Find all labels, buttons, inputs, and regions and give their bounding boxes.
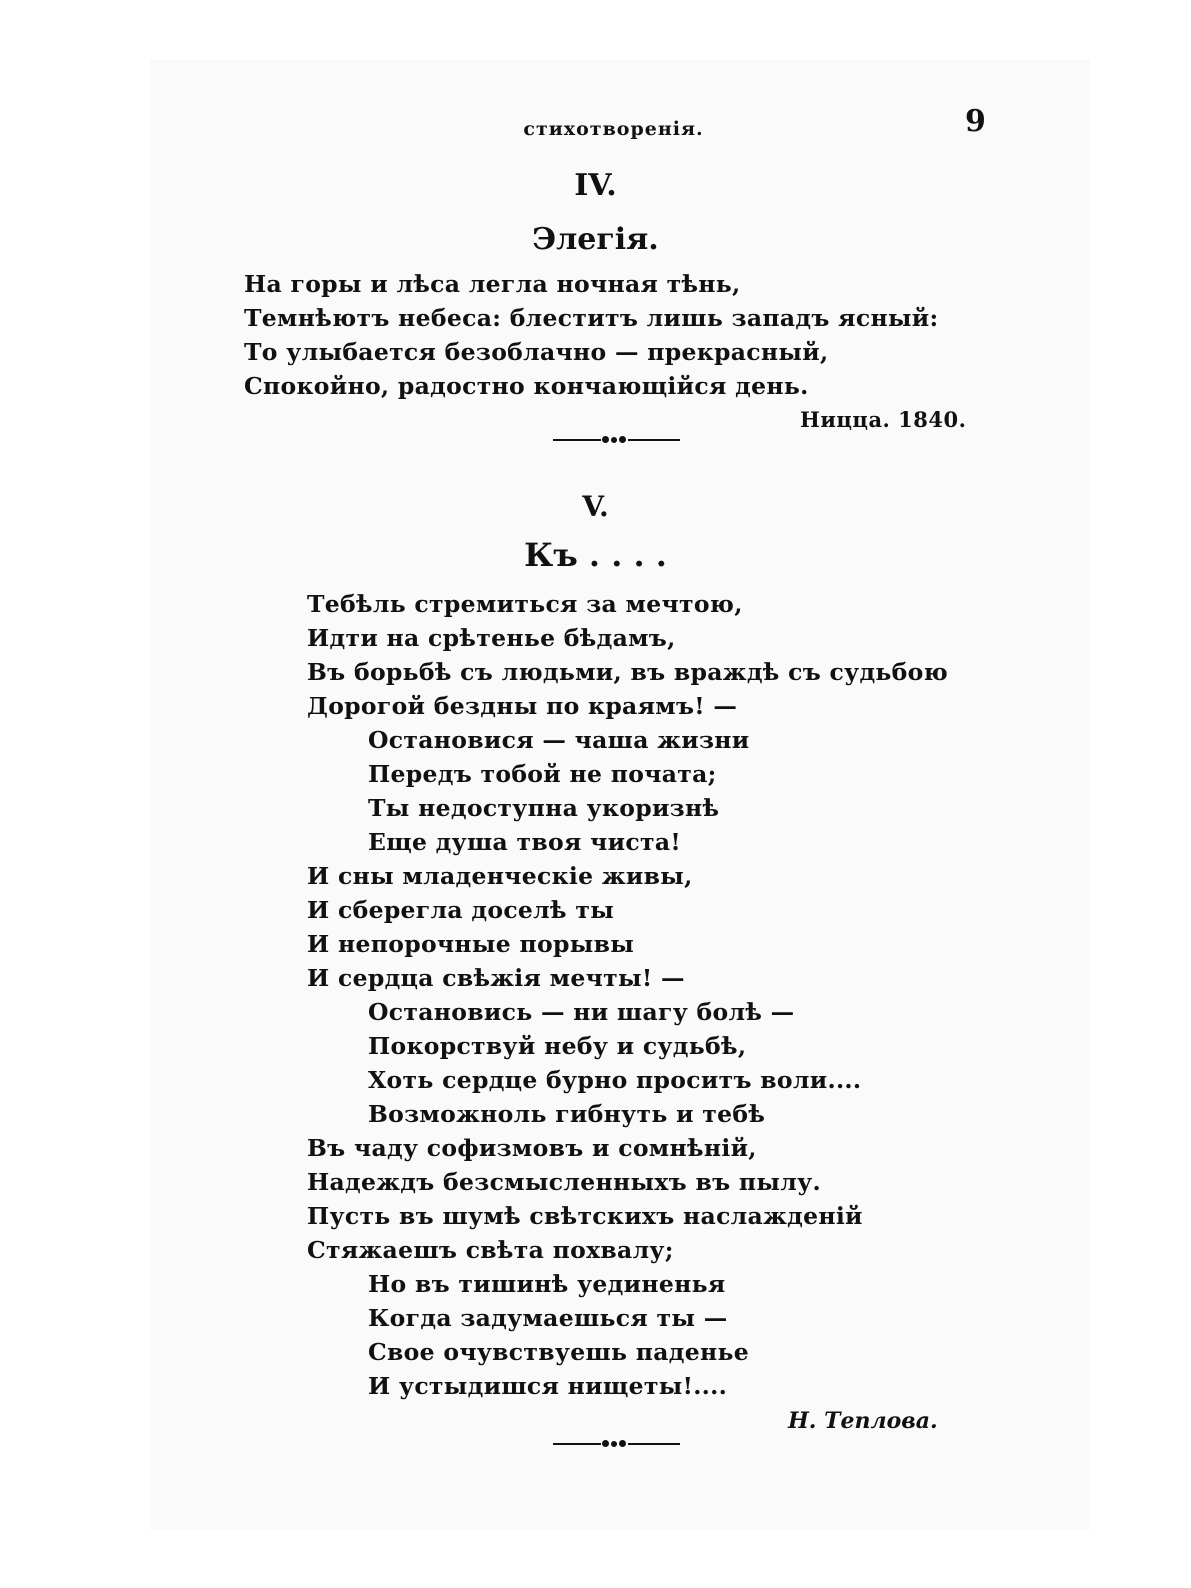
poem5-line: Надеждъ безсмысленныхъ въ пылу. xyxy=(307,1168,821,1196)
poem4-line: Спокойно, радостно кончающійся день. xyxy=(244,372,809,400)
poem5-line: И устыдишся нищеты!.... xyxy=(368,1372,728,1400)
poem5-line: Тебѣль стремиться за мечтою, xyxy=(307,590,743,618)
poem5-line: Когда задумаешься ты — xyxy=(368,1304,728,1332)
poem5-line: Въ борьбѣ съ людьми, въ враждѣ съ судьбою xyxy=(307,658,949,686)
poem5-line: Возможноль гибнуть и тебѣ xyxy=(368,1100,766,1128)
poem5-line: Ты недоступна укоризнѣ xyxy=(368,794,720,822)
poem4-line: На горы и лѣса легла ночная тѣнь, xyxy=(244,270,741,298)
running-head: стихотворенія. xyxy=(523,118,704,140)
poem5-line: И сердца свѣжія мечты! — xyxy=(307,964,685,992)
section-divider xyxy=(553,432,683,448)
poem5-line: Стяжаешъ свѣта похвалу; xyxy=(307,1236,674,1264)
page-number: 9 xyxy=(965,104,986,139)
poem5-line: Но въ тишинѣ уединенья xyxy=(368,1270,726,1298)
poem4-line: То улыбается безоблачно — прекрасный, xyxy=(244,338,829,366)
poem5-line: Пусть въ шумѣ свѣтскихъ наслажденій xyxy=(307,1202,863,1230)
poem5-number: V. xyxy=(582,490,609,523)
poem5-line: Покорствуй небу и судьбѣ, xyxy=(368,1032,747,1060)
poem5-line: И непорочные порывы xyxy=(307,930,635,958)
poem5-line: Еще душа твоя чиста! xyxy=(368,828,681,856)
poem5-line: Свое очувствуешь паденье xyxy=(368,1338,750,1366)
poem5-author: Н. Теплова. xyxy=(788,1408,938,1434)
poem4-number: IV. xyxy=(574,168,617,203)
poem5-line: Дорогой бездны по краямъ! — xyxy=(307,692,738,720)
poem4-line: Темнѣютъ небеса: блеститъ лишь западъ ясный: xyxy=(244,304,939,332)
poem5-line: Хоть сердце бурно проситъ воли.... xyxy=(368,1066,862,1094)
poem4-title: Элегія. xyxy=(532,222,659,257)
poem5-line: Идти на срѣтенье бѣдамъ, xyxy=(307,624,676,652)
poem5-line: Остановися — чаша жизни xyxy=(368,726,750,754)
poem5-line: И сны младенческіе живы, xyxy=(307,862,693,890)
poem5-line: Въ чаду софизмовъ и сомнѣній, xyxy=(307,1134,757,1162)
poem5-title: Къ . . . . xyxy=(524,536,667,574)
poem5-line: Передъ тобой не почата; xyxy=(368,760,717,788)
poem4-signature: Ницца. 1840. xyxy=(800,407,967,432)
poem5-line: И сберегла доселѣ ты xyxy=(307,896,615,924)
poem5-line: Остановись — ни шагу болѣ — xyxy=(368,998,795,1026)
section-divider xyxy=(553,1436,683,1452)
